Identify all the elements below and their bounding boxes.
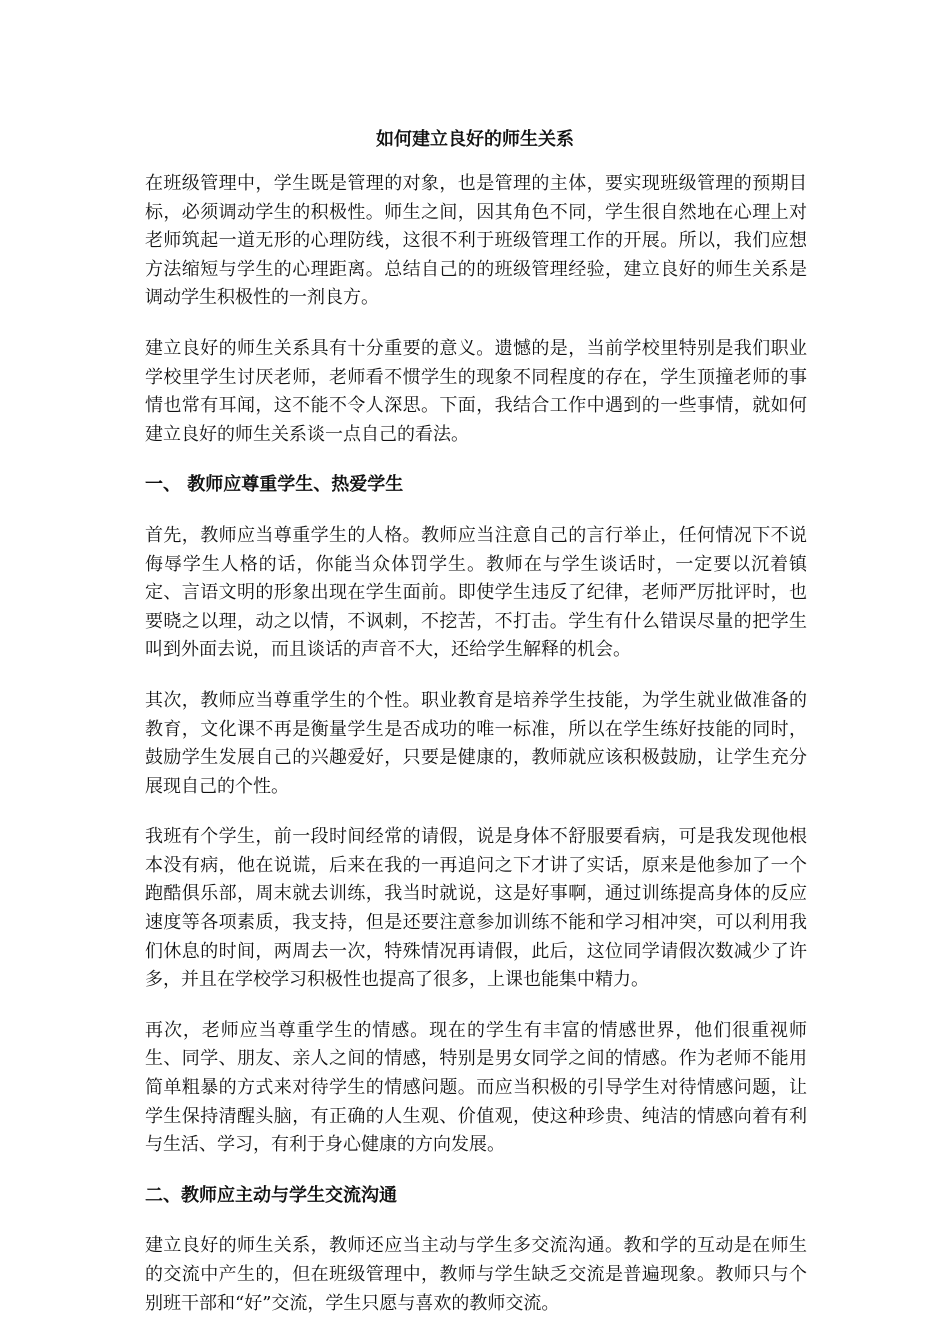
document-body xyxy=(145,170,807,1340)
paragraph-student-example: 我班有个学生，前一段时间经常的请假，说是身体不舒服要看病，可是我发现他根本没有病，他在说谎，后来在我的一再追问之下才讲了实话，原来是他参加了一个跑酷俱乐部，周末就去训练，我当时就说，这是好事啊，通过训练提高身体的反应速度等各项素质，我支持，但是还要注意参加训练不能和学习相冲突，可以利用我们休息的时间，两周去一次，特殊情况再请假，此后，这位同学请假次数减少了许多，并且在学校学习积极性也提高了很多，上课也能集中精力。 xyxy=(145,826,807,991)
paragraph-significance: 建立良好的师生关系具有十分重要的意义。遗憾的是，当前学校里特别是我们职业学校里学生讨厌老师，老师看不惯学生的现象不同程度的存在，学生顶撞老师的事情也常有耳闻，这不能不令人深思。下面，我结合工作中遇到的一些事情，就如何建立良好的师生关系谈一点自己的看法。 xyxy=(145,337,807,445)
section-heading-1: 一、 教师应尊重学生、热爱学生 xyxy=(145,474,404,496)
paragraph-respect-personality: 首先，教师应当尊重学生的人格。教师应当注意自己的言行举止，任何情况下不说侮辱学生人格的话，你能当众体罚学生。教师在与学生谈话时，一定要以沉着镇定、言语文明的形象出现在学生面前。即使学生违反了纪律，老师严厉批评时，也要晓之以理，动之以情，不讽刺，不挖苦，不打击。学生有什么错误尽量的把学生叫到外面去说，而且谈话的声音不大，还给学生解释的机会。 xyxy=(145,524,807,661)
paragraph-intro: 在班级管理中，学生既是管理的对象，也是管理的主体，要实现班级管理的预期目标，必须调动学生的积极性。师生之间，因其角色不同，学生很自然地在心理上对老师筑起一道无形的心理防线，这很不利于班级管理工作的开展。所以，我们应想方法缩短与学生的心理距离。总结自己的的班级管理经验，建立良好的师生关系是调动学生积极性的一剂良方。 xyxy=(145,173,807,309)
paragraph-respect-individuality: 其次，教师应当尊重学生的个性。职业教育是培养学生技能，为学生就业做准备的教育，文化课不再是衡量学生是否成功的唯一标准，所以在学生练好技能的同时，鼓励学生发展自己的兴趣爱好，只要是健康的，教师就应该积极鼓励，让学生充分展现自己的个性。 xyxy=(145,689,807,797)
document-title: 如何建立良好的师生关系 xyxy=(376,129,574,150)
section-heading-2: 二、教师应主动与学生交流沟通 xyxy=(145,1184,397,1206)
paragraph-respect-emotion: 再次，老师应当尊重学生的情感。现在的学生有丰富的情感世界，他们很重视师生、同学、朋友、亲人之间的情感，特别是男女同学之间的情感。作为老师不能用简单粗暴的方式来对待学生的情感问题。而应当积极的引导学生对待情感问题，让学生保持清醒头脑，有正确的人生观、价值观，使这种珍贵、纯洁的情感向着有利与生活、学习，有利于身心健康的方向发展。 xyxy=(145,1019,807,1156)
paragraph-communication: 建立良好的师生关系，教师还应当主动与学生多交流沟通。教和学的互动是在师生的交流中产生的，但在班级管理中，教师与学生缺乏交流是普遍现象。教师只与个别班干部和“好”交流，学生只愿与喜欢的教师交流。 xyxy=(145,1235,807,1314)
